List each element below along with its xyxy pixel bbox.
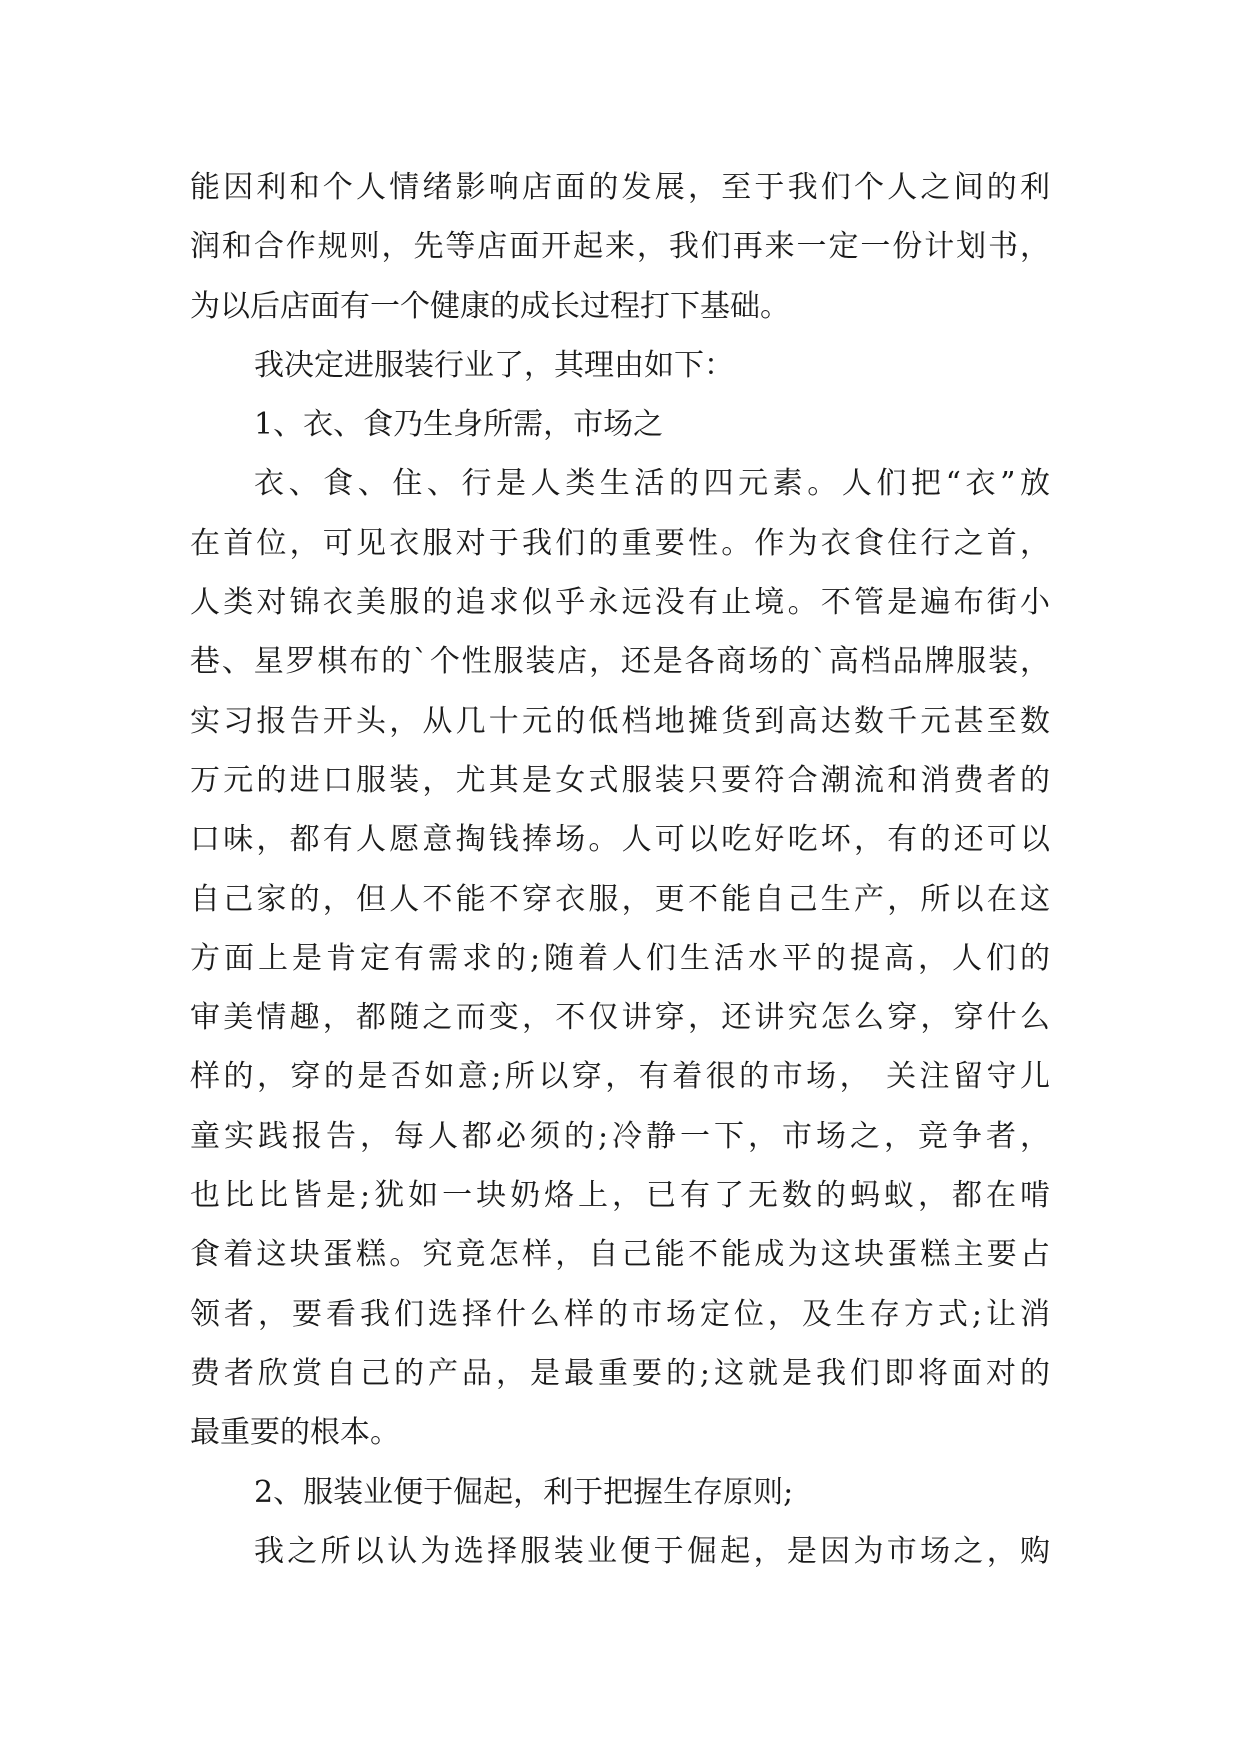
- text-line: 最重要的根本。: [190, 1415, 400, 1451]
- text-line: 自己家的，但人不能不穿衣服，更不能自己生产，所以在这: [190, 881, 1050, 917]
- text-line: 万元的进口服装，尤其是女式服装只要符合潮流和消费者的: [190, 762, 1050, 798]
- text-line: 领者，要看我们选择什么样的市场定位，及生存方式;让消: [190, 1296, 1050, 1332]
- text-line: 巷、星罗棋布的`个性服装店，还是各商场的`高档品牌服装，: [190, 644, 1050, 680]
- text-line: 实习报告开头，从几十元的低档地摊货到高达数千元甚至数: [190, 703, 1050, 739]
- text-line: 费者欣赏自己的产品，是最重要的;这就是我们即将面对的: [190, 1355, 1050, 1391]
- paragraph-start: 衣、食、住、行是人类生活的四元素。人们把“衣”放: [254, 466, 1050, 502]
- section-heading: 2、服装业便于倔起，利于把握生存原则;: [254, 1474, 794, 1510]
- text-line: 也比比皆是;犹如一块奶烙上，已有了无数的蚂蚁，都在啃: [190, 1178, 1050, 1214]
- text-line: 方面上是肯定有需求的;随着人们生活水平的提高，人们的: [190, 940, 1050, 976]
- text-line: 在首位，可见衣服对于我们的重要性。作为衣食住行之首，: [190, 525, 1050, 561]
- text-line: 审美情趣，都随之而变，不仅讲穿，还讲究怎么穿，穿什么: [190, 1000, 1050, 1036]
- section-heading: 1、衣、食乃生身所需，市场之: [254, 407, 664, 443]
- text-line: 口味，都有人愿意掏钱捧场。人可以吃好吃坏，有的还可以: [190, 822, 1050, 858]
- text-line: 人类对锦衣美服的追求似乎永远没有止境。不管是遍布街小: [190, 585, 1050, 621]
- text-line: 为以后店面有一个健康的成长过程打下基础。: [190, 288, 790, 324]
- text-line: 童实践报告，每人都必须的;冷静一下，市场之，竞争者，: [190, 1118, 1050, 1154]
- text-line: 能因利和个人情绪影响店面的发展，至于我们个人之间的利: [190, 170, 1050, 205]
- text-line: 食着这块蛋糕。究竟怎样，自己能不能成为这块蛋糕主要占: [190, 1237, 1050, 1273]
- paragraph-start: 我决定进服装行业了，其理由如下：: [254, 347, 734, 383]
- text-line: 润和合作规则，先等店面开起来，我们再来一定一份计划书，: [190, 229, 1050, 265]
- text-line: 样的，穿的是否如意;所以穿，有着很的市场， 关注留守儿: [190, 1059, 1050, 1095]
- document-body: [190, 158, 1050, 1581]
- paragraph-start: 我之所以认为选择服装业便于倔起，是因为市场之，购: [254, 1533, 1050, 1569]
